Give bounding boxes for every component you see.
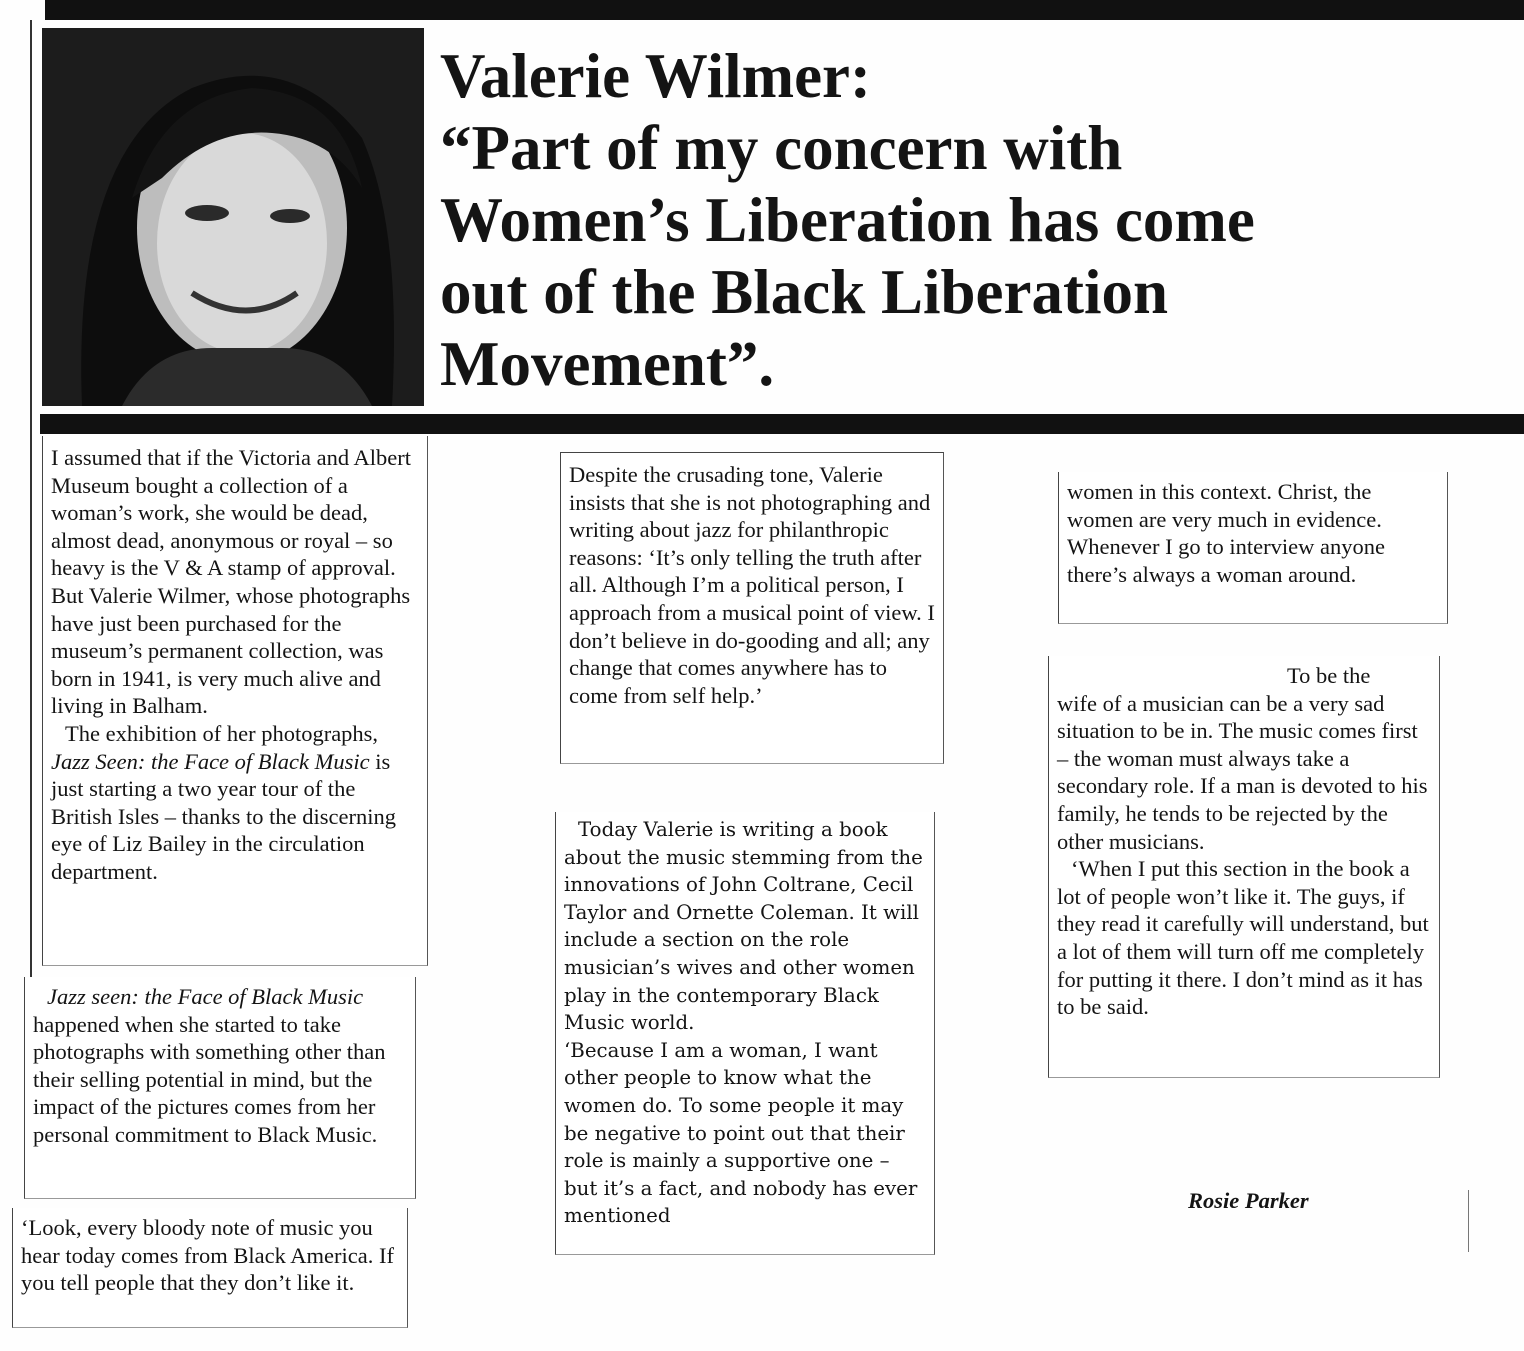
book-paragraph: Today Valerie is writing a book about the music stemming from the innovations of John Coltrane, Cecil Taylor and Ornette Coleman. It will include a section on the role musician’s wives and other women play in the contemporary Black Music world. bbox=[564, 818, 923, 1035]
jazz-seen-title: Jazz seen: the Face of Black Music bbox=[47, 984, 364, 1009]
exhibition-title: Jazz Seen: the Face of Black Music bbox=[51, 748, 370, 774]
headline-line-4: out of the Black Liberation bbox=[440, 257, 1169, 327]
black-america-paragraph: ‘Look, every bloody note of music you hear today comes from Black America. If you tell people that they don’t like it. bbox=[21, 1215, 394, 1296]
clipping-crusading-tone bbox=[560, 452, 944, 764]
portrait-photo-graphic bbox=[42, 28, 424, 406]
musician-wife-paragraph: wife of a musician can be a very sad situation to be in. The music comes first – the woman must always take a secondary role. If a man is devoted to his family, he tends to be rejected by the other musicians. bbox=[1057, 690, 1428, 854]
left-margin-rule bbox=[30, 20, 32, 980]
crusading-paragraph: Despite the crusading tone, Valerie insists that she is not photographing and writing about jazz for philanthropic reasons: ‘It’s only telling the truth after all. Although I’m a political person, I approach from a musical point of view. I don’t believe in do-gooding and all; any change that comes anywhere has to come from self help.’ bbox=[569, 462, 935, 708]
headline bbox=[440, 40, 1520, 400]
headline-line-5: Movement”. bbox=[440, 329, 775, 399]
section-paragraph: ‘When I put this section in the book a lot of people won’t like it. The guys, if they read it carefully will understand, but a lot of them will turn off me completely for putting it there. I don’t mind as it has to be said. bbox=[1057, 856, 1429, 1020]
exhibition-text-a: The exhibition of her photographs, bbox=[65, 720, 379, 746]
section-rule bbox=[40, 414, 1524, 434]
clipping-black-america bbox=[12, 1208, 408, 1328]
byline: Rosie Parker bbox=[1188, 1188, 1309, 1213]
exhibition-text-b: is just starting a two year tour of the British Isles – thanks to the discerning eye of Liz Bailey in the circulation department. bbox=[51, 748, 396, 884]
woman-paragraph: ‘Because I am a woman, I want other people to know what the women do. To some people it may be negative to point out that their role is mainly a supportive one – but it’s a fact, and nobody has ever mentioned bbox=[564, 1038, 918, 1228]
musician-wife-lead: To be the bbox=[1287, 663, 1371, 688]
top-rule bbox=[45, 0, 1524, 20]
women-context-paragraph: women in this context. Christ, the women are very much in evidence. Whenever I go to interview anyone there’s always a woman around. bbox=[1067, 479, 1385, 587]
intro-paragraph: I assumed that if the Victoria and Albert Museum bought a collection of a woman’s work, she would be dead, almost dead, anonymous or royal – so heavy is the V & A stamp of approval. But Valerie Wilmer, whose photographs have just been purchased for the museum’s permanent collection, was born in 1941, is very much alive and living in Balham. bbox=[51, 445, 412, 719]
clipping-women-context bbox=[1058, 472, 1448, 624]
headline-line-2: “Part of my concern with bbox=[440, 113, 1123, 183]
headline-line-3: Women’s Liberation has come bbox=[440, 185, 1255, 255]
clipping-intro bbox=[42, 436, 428, 966]
exhibition-paragraph bbox=[51, 720, 419, 886]
headline-line-1: Valerie Wilmer: bbox=[440, 41, 871, 111]
jazz-seen-text: happened when she started to take photographs with something other than their selling potential in mind, but the impact of the pictures comes from her personal commitment to Black Music. bbox=[33, 1011, 386, 1147]
clipping-jazz-seen bbox=[24, 977, 416, 1199]
clipping-musician-wife bbox=[1048, 656, 1440, 1078]
portrait-photo bbox=[42, 28, 424, 406]
jazz-seen-paragraph bbox=[33, 983, 407, 1149]
clipping-book bbox=[555, 812, 935, 1255]
